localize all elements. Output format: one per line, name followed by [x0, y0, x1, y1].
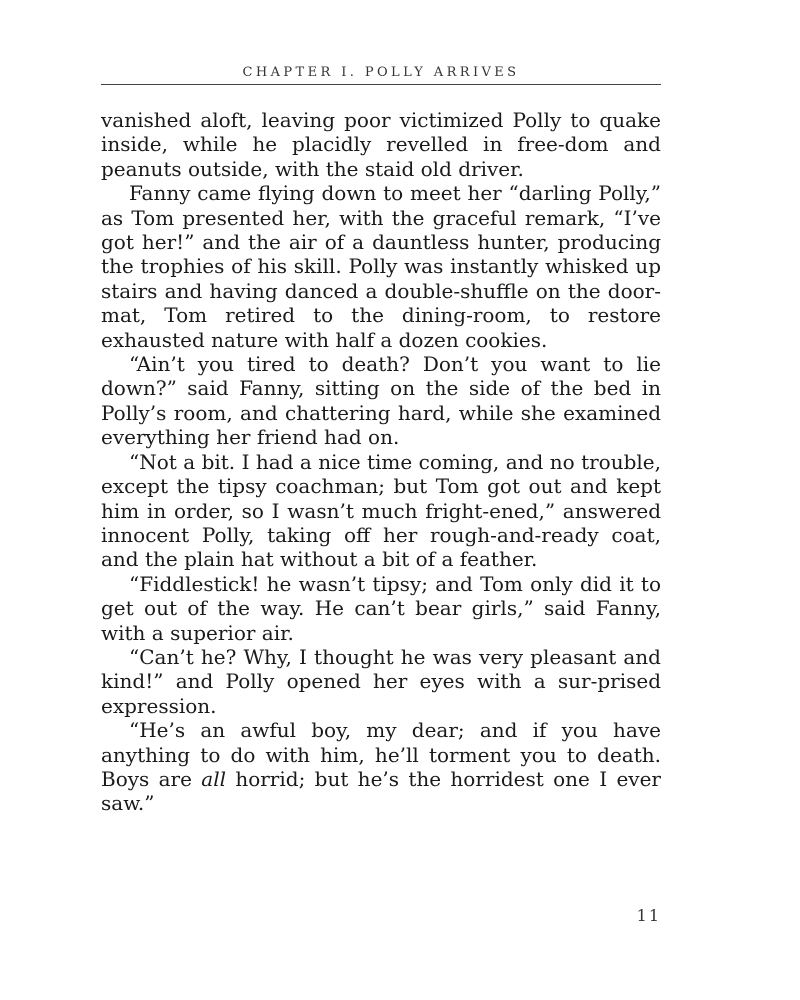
running-head: CHAPTER I. POLLY ARRIVES: [242, 65, 520, 80]
paragraph: “Not a bit. I had a nice time coming, and no trouble, except the tipsy coachman; but Tom got out and kept him in order, so I wasn’t much fright-ened,” answered innocent Polly, taking off her rough-and-ready coat, and the plain hat without a bit of a feather.: [101, 449, 661, 572]
paragraph: “Can’t he? Why, I thought he was very pleasant and kind!” and Polly opened her eyes with a sur-prised expression.: [101, 644, 661, 718]
page-number: 11: [636, 906, 661, 925]
body-text: [101, 108, 661, 816]
paragraph-text: horrid; but he’s the horridest one I ever saw.”: [101, 766, 661, 816]
paragraph: vanished aloft, leaving poor victimized Polly to quake inside, while he placidly revelled in free-dom and peanuts outside, with the staid old driver.: [101, 108, 661, 181]
header-rule: [101, 84, 661, 85]
emphasized-word: all: [201, 766, 226, 791]
paragraph: Fanny came flying down to meet her “darling Polly,” as Tom presented her, with the graceful remark, “I’ve got her!” and the air of a dauntless hunter, producing the trophies of his skill. Polly was instantly whisked up stairs and having danced a double-shuffle on the door-mat, Tom retired to the dining-room, to restore exhausted nature with half a dozen cookies.: [101, 181, 661, 352]
paragraph: “Fiddlestick! he wasn’t tipsy; and Tom only did it to get out of the way. He can’t bear girls,” said Fanny, with a superior air.: [101, 571, 661, 645]
paragraph: [101, 718, 661, 816]
paragraph-text: “He’s an awful boy, my dear; and if you have anything to do with him, he’ll torment you to death. Boys are: [101, 718, 661, 791]
paragraph: “Ain’t you tired to death? Don’t you want to lie down?” said Fanny, sitting on the side of the bed in Polly’s room, and chattering hard, while she examined everything her friend had on.: [101, 352, 661, 450]
